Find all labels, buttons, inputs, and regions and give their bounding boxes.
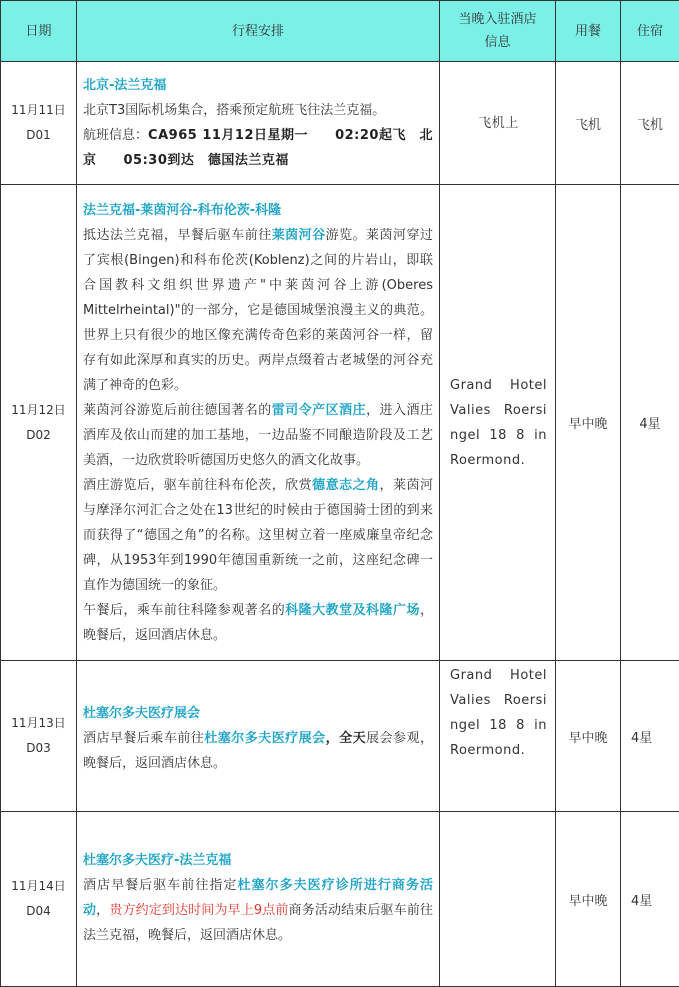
highlight-place: 雷司令产区酒庄	[272, 403, 366, 418]
meal-cell: 早中晚	[556, 661, 621, 812]
table-row	[1, 62, 679, 185]
header-hotel: 当晚入驻酒店信息	[440, 1, 556, 62]
meal-cell: 早中晚	[556, 812, 621, 987]
day-code: D01	[1, 123, 76, 148]
plan-text: ，	[96, 903, 109, 918]
day-date-cell	[1, 812, 77, 987]
plan-text: 商务活动结束后驱车前往法兰克福，晚餐后，返回酒店休息。	[83, 903, 433, 943]
plan-text: 展会参观，晚餐后，返回酒店休息。	[83, 731, 433, 771]
highlight-place: 德意志之角	[312, 478, 379, 493]
plan-text: 游览。莱茵河穿过了宾根(Bingen)和科布伦茨(Koblenz)之间的片岩山，即联合国教科文组织世界遗产"中莱茵河谷上游(Oberes Mittelrheintal)"的一部分，它是德国城堡浪漫主义的典范。世界上只有很少的地区像充满传奇色彩的莱茵河谷一样，留存有如此深厚和真实的历史。两岸点缀着古老城堡的河谷充满了神奇的色彩。	[83, 228, 433, 393]
day-title: 法兰克福-莱茵河谷-科布伦茨-科隆	[83, 198, 433, 223]
stay-cell: 4星	[621, 812, 679, 987]
day-code: D03	[1, 736, 76, 761]
day-title: 杜塞尔多夫医疗-法兰克福	[83, 848, 433, 873]
table-row	[1, 812, 679, 987]
header-stay: 住宿	[621, 1, 679, 62]
stay-cell: 4星	[621, 185, 679, 661]
day-description: 北京T3国际机场集合，搭乘预定航班飞往法兰克福。	[83, 98, 433, 123]
day-plan-cell	[77, 185, 440, 661]
highlight-place: 杜塞尔多夫医疗展会	[204, 731, 325, 746]
stay-cell: 4星	[621, 661, 679, 812]
plan-text: 酒店早餐后乘车前往	[83, 731, 204, 746]
day-date: 11月14日	[1, 874, 76, 899]
highlight-place: 科隆大教堂及科隆广场	[285, 603, 420, 618]
day-code: D02	[1, 423, 76, 448]
plan-text: ，莱茵河与摩泽尔河汇合之处在13世纪的时候由于德国骑士团的到来而获得了“德国之角”的名称。这里树立着一座威廉皇帝纪念碑，从1953年到1990年德国重新统一之前，这座纪念碑一直作为德国统一的象征。	[83, 478, 433, 593]
day-title: 杜塞尔多夫医疗展会	[83, 701, 433, 726]
header-plan: 行程安排	[77, 1, 440, 62]
highlight-place: 莱茵河谷	[272, 228, 326, 243]
day-plan-cell	[77, 812, 440, 987]
flight-detail: CA965 11月12日星期一 02:20起飞 北京 05:30到达 德国法兰克福	[83, 128, 433, 168]
table-row	[1, 661, 679, 812]
table-row	[1, 185, 679, 661]
hotel-cell: Grand Hotel Valies Roersingel 18 8 in Roermond.	[440, 185, 556, 661]
plan-text: 酒店早餐后驱车前往指定	[83, 878, 237, 893]
plan-text: ，进入酒庄酒库及依山而建的加工基地，一边品鉴不同酿造阶段及工艺美酒，一边欣赏聆听德国历史悠久的酒文化故事。	[83, 403, 433, 468]
appointment-note: 贵方约定到达时间为早上9点前	[109, 903, 288, 918]
plan-text: 午餐后，乘车前往科隆参观著名的	[83, 603, 285, 618]
hotel-cell: Grand Hotel Valies Roersingel 18 8 in Roermond.	[440, 661, 556, 812]
header-meal: 用餐	[556, 1, 621, 62]
day-date: 11月12日	[1, 398, 76, 423]
hotel-cell: 飞机上	[440, 62, 556, 185]
day-date: 11月13日	[1, 711, 76, 736]
plan-text: 抵达法兰克福，早餐后驱车前往	[83, 228, 272, 243]
day-plan-cell	[77, 62, 440, 185]
header-date: 日期	[1, 1, 77, 62]
highlight-place: 杜塞尔多夫医疗诊所进行商务活动	[83, 878, 433, 918]
meal-cell: 飞机	[556, 62, 621, 185]
day-date: 11月11日	[1, 98, 76, 123]
day-code: D04	[1, 899, 76, 924]
flight-label: 航班信息：	[83, 128, 148, 143]
day-date-cell	[1, 185, 77, 661]
plan-text: ，晚餐后，返回酒店休息。	[83, 603, 433, 643]
day-date-cell	[1, 661, 77, 812]
header-row	[1, 1, 679, 62]
meal-cell: 早中晚	[556, 185, 621, 661]
plan-text: 酒庄游览后，驱车前往科布伦茨，欣赏	[83, 478, 312, 493]
day-plan-cell	[77, 661, 440, 812]
hotel-cell	[440, 812, 556, 987]
day-title: 北京-法兰克福	[83, 73, 433, 98]
plan-text: 莱茵河谷游览后前往德国著名的	[83, 403, 272, 418]
day-date-cell	[1, 62, 77, 185]
plan-emphasis: ，全天	[326, 731, 366, 746]
stay-cell: 飞机	[621, 62, 679, 185]
